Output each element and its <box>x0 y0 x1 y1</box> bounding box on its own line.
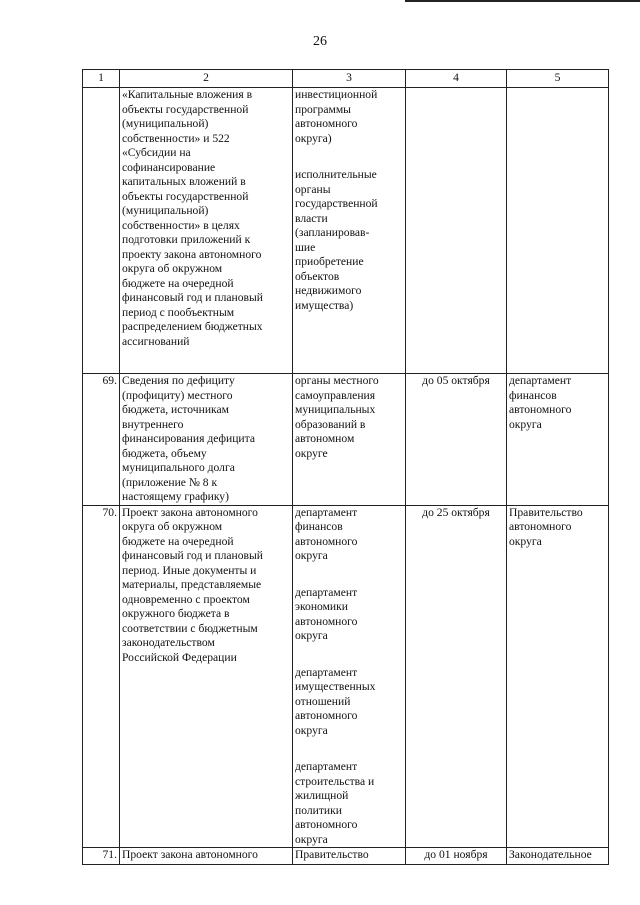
row-description <box>120 505 293 848</box>
responsible-text: департамент строительства и жилищной политики автономного округа <box>295 760 375 846</box>
row-description <box>120 88 293 374</box>
row-responsible <box>293 88 406 374</box>
page-number: 26 <box>313 34 327 49</box>
row-deadline: до 25 октября <box>406 505 507 848</box>
table-row <box>83 505 609 848</box>
responsible-text: инвестиционной программы автономного округа) <box>295 88 378 145</box>
responsible-text: департамент экономики автономного округа <box>295 585 358 642</box>
responsible-text: департамент имущественных отношений автономного округа <box>295 665 376 737</box>
recipient-text: Законодательное <box>509 848 592 861</box>
table-row <box>83 374 609 506</box>
row-recipient <box>507 88 609 374</box>
responsible-text: исполнительные органы государственной власти (запланировав- шие приобретение объектов недвижимого имущества) <box>295 168 378 312</box>
table-row <box>83 88 609 374</box>
column-header: 4 <box>406 70 507 88</box>
row-responsible <box>293 505 406 848</box>
description-text: Сведения по дефициту (профициту) местного бюджета, источникам внутреннего финансирования дефицита бюджета, объему муниципального долга (приложение № 8 к настоящему графику) <box>122 374 255 503</box>
row-deadline: до 05 октября <box>406 374 507 506</box>
row-responsible <box>293 374 406 506</box>
responsible-text: департамент финансов автономного округа <box>295 505 358 562</box>
table-header-row <box>83 70 609 88</box>
column-header: 3 <box>293 70 406 88</box>
row-deadline <box>406 88 507 374</box>
recipient-text: Правительство автономного округа <box>509 505 583 548</box>
column-header: 2 <box>120 70 293 88</box>
description-text: Проект закона автономного округа об окружном бюджете на очередной финансовый год и плановый период. Иные документы и материалы, представляемые одновременно с проектом окружного бюджета в соответствии с бюджетным законодательством Российской Федерации <box>122 505 264 664</box>
row-number: 71. <box>83 848 120 865</box>
schedule-table <box>82 69 609 865</box>
column-header: 1 <box>83 70 120 88</box>
row-number: 69. <box>83 374 120 506</box>
table-row <box>83 848 609 865</box>
row-recipient <box>507 505 609 848</box>
row-description <box>120 848 293 865</box>
column-header: 5 <box>507 70 609 88</box>
description-text: «Капитальные вложения в объекты государственной (муниципальной) собственности» и 522 «Субсидии на софинансирование капитальных вложений в объекты государственной (муниципальной) собственности» в целях подготовки приложений к проекту закона автономного округа об окружном бюджете на очередной финансовый год и плановый период с пообъектным распределением бюджетных ассигнований <box>122 88 264 348</box>
top-rule <box>405 0 640 2</box>
responsible-text: органы местного самоуправления муниципальных образований в автономном округе <box>295 374 379 460</box>
description-text: Проект закона автономного <box>122 848 258 861</box>
row-recipient <box>507 848 609 865</box>
row-deadline: до 01 ноября <box>406 848 507 865</box>
row-number: 70. <box>83 505 120 848</box>
row-number <box>83 88 120 374</box>
row-recipient <box>507 374 609 506</box>
responsible-text: Правительство <box>295 848 369 861</box>
recipient-text: департамент финансов автономного округа <box>509 374 572 431</box>
row-description <box>120 374 293 506</box>
row-responsible <box>293 848 406 865</box>
